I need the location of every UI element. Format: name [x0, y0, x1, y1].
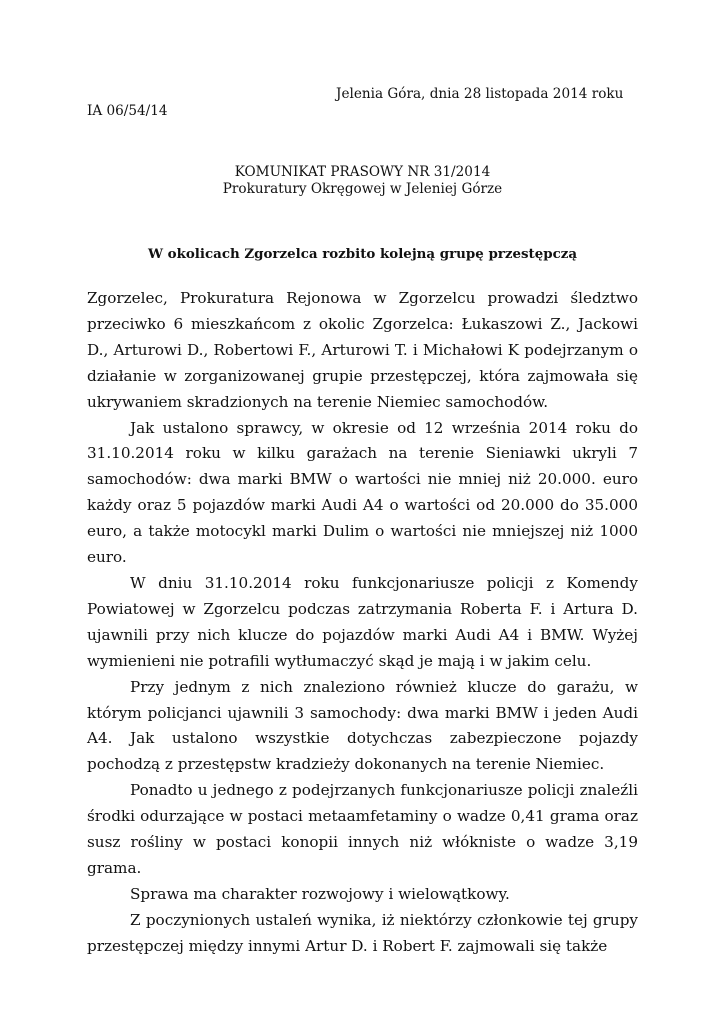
- paragraph-5: Ponadto u jednego z podejrzanych funkcjonariusze policji znaleźli środki odurzające w postaci metaamfetaminy o wadze 0,41 grama oraz susz rośliny w postaci konopii innych niż włókniste o wadze 3,19 grama.: [87, 781, 638, 877]
- paragraph-3: W dniu 31.10.2014 roku funkcjonariusze policji z Komendy Powiatowej w Zgorzelcu podczas zatrzymania Roberta F. i Artura D. ujawnili przy nich klucze do pojazdów marki Audi A4 i BMW. Wyżej wymienieni nie potrafili wytłumaczyć skąd je mają i w jakim celu.: [87, 573, 638, 670]
- release-header: [0, 164, 725, 198]
- headline: W okolicach Zgorzelca rozbito kolejną grupę przestępczą: [147, 246, 578, 262]
- paragraph-1: Zgorzelec, Prokuratura Rejonowa w Zgorzelcu prowadzi śledztwo przeciwko 6 mieszkańcom z okolic Zgorzelca: Łukaszowi Z., Jackowi D., Arturowi D., Robertowi F., Arturowi T. i Michałowi K podejrzanym o działanie w zorganizowanej grupie przestępczej, która zajmowała się ukrywaniem skradzionych na terenie Niemiec samochodów.: [87, 289, 638, 411]
- paragraph-6: Sprawa ma charakter rozwojowy i wielowątkowy.: [130, 884, 510, 903]
- body-text: [87, 286, 638, 960]
- dateline: Jelenia Góra, dnia 28 listopada 2014 roku: [336, 86, 624, 102]
- paragraph-7: Z poczynionych ustaleń wynika, iż niektórzy członkowie tej grupy przestępczej między innymi Artur D. i Robert F. zajmowali się także: [87, 910, 638, 955]
- paragraph-4: Przy jednym z nich znaleziono również klucze do garażu, w którym policjanci ujawnili 3 samochody: dwa marki BMW i jeden Audi A4. Jak ustalono wszystkie dotychczas zabezpieczone pojazdy pochodzą z przestępstw kradzieży dokonanych na terenie Niemiec.: [87, 677, 638, 774]
- reference-number: IA 06/54/14: [87, 103, 168, 119]
- paragraph-2: Jak ustalono sprawcy, w okresie od 12 września 2014 roku do 31.10.2014 roku w kilku garażach na terenie Sieniawki ukryli 7 samochodów: dwa marki BMW o wartości nie mniej niż 20.000. euro każdy oraz 5 pojazdów marki Audi A4 o wartości od 20.000 do 35.000 euro, a także motocykl marki Dulim o wartości nie mniejszej niż 1000 euro.: [87, 418, 638, 567]
- release-title: KOMUNIKAT PRASOWY NR 31/2014: [234, 164, 491, 180]
- release-issuer: Prokuratury Okręgowej w Jeleniej Górze: [222, 181, 503, 197]
